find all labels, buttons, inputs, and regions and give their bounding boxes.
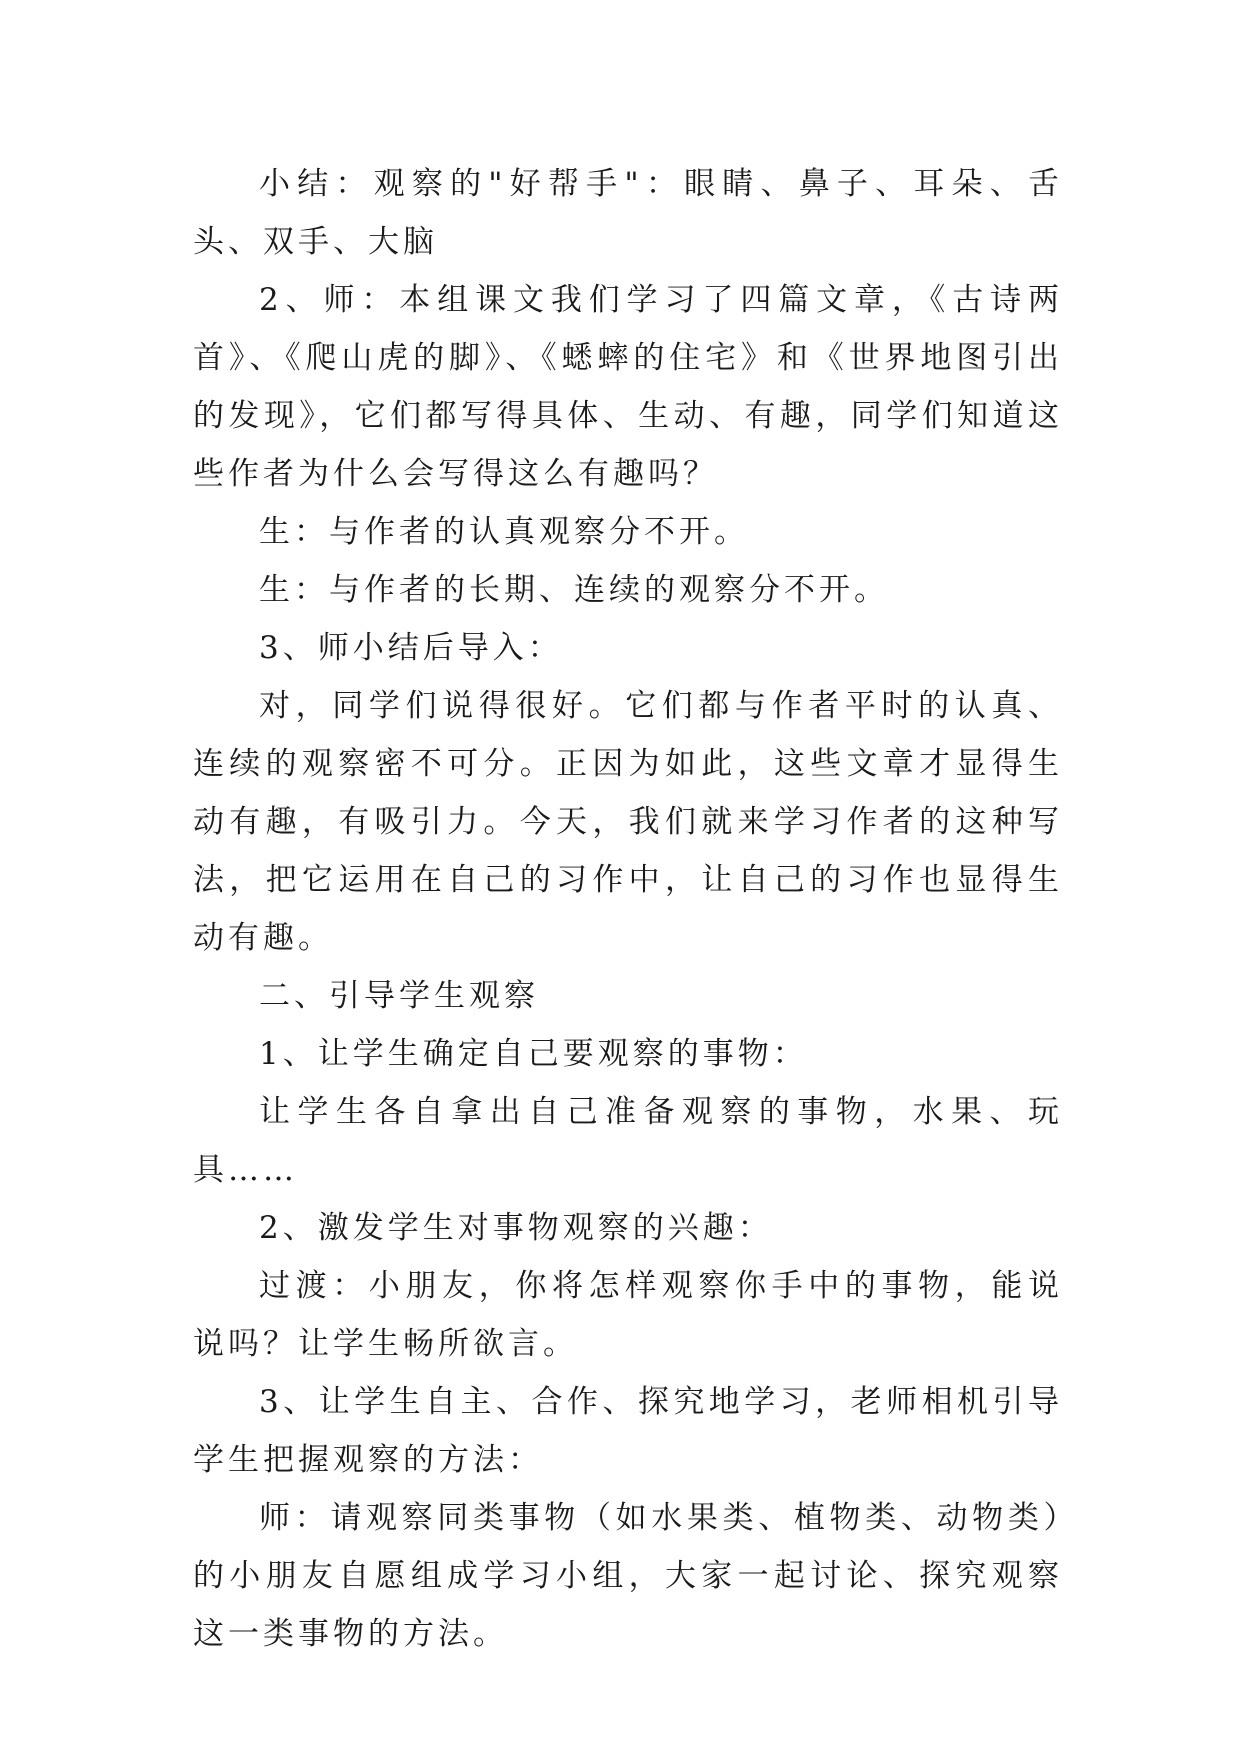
paragraph-transition: 过渡：小朋友，你将怎样观察你手中的事物，能说说吗？让学生畅所欲言。 [193,1268,1063,1362]
paragraph-step-1: 1、让学生确定自己要观察的事物： [259,1036,808,1072]
paragraph-step-3: 3、让学生自主、合作、探究地学习，老师相机引导学生把握观察的方法： [193,1384,1063,1478]
document-body [193,155,1063,1663]
paragraph-teacher-question: 2、师：本组课文我们学习了四篇文章，《古诗两首》、《爬山虎的脚》、《蟋蟀的住宅》和《世界地图引出的发现》，它们都写得具体、生动、有趣，同学们知道这些作者为什么会写得这么有趣吗？ [193,282,1063,492]
paragraph-summary-helpers: 小结：观察的"好帮手"：眼睛、鼻子、耳朵、舌头、双手、大脑 [193,166,1063,260]
paragraph-student-answer-2: 生：与作者的长期、连续的观察分不开。 [259,572,889,608]
paragraph-teacher-summary-heading: 3、师小结后导入： [259,630,563,666]
paragraph-step-1-detail: 让学生各自拿出自己准备观察的事物，水果、玩具…… [193,1094,1063,1188]
section-heading-guide-observation: 二、引导学生观察 [259,978,539,1014]
paragraph-step-2: 2、激发学生对事物观察的兴趣： [259,1210,773,1246]
paragraph-student-answer-1: 生：与作者的认真观察分不开。 [259,514,749,550]
paragraph-teacher-group-instruction: 师：请观察同类事物（如水果类、植物类、动物类）的小朋友自愿组成学习小组，大家一起讨论、探究观察这一类事物的方法。 [193,1500,1063,1652]
paragraph-teacher-summary: 对，同学们说得很好。它们都与作者平时的认真、连续的观察密不可分。正因为如此，这些文章才显得生动有趣，有吸引力。今天，我们就来学习作者的这种写法，把它运用在自己的习作中，让自己的习作也显得生动有趣。 [193,688,1063,956]
